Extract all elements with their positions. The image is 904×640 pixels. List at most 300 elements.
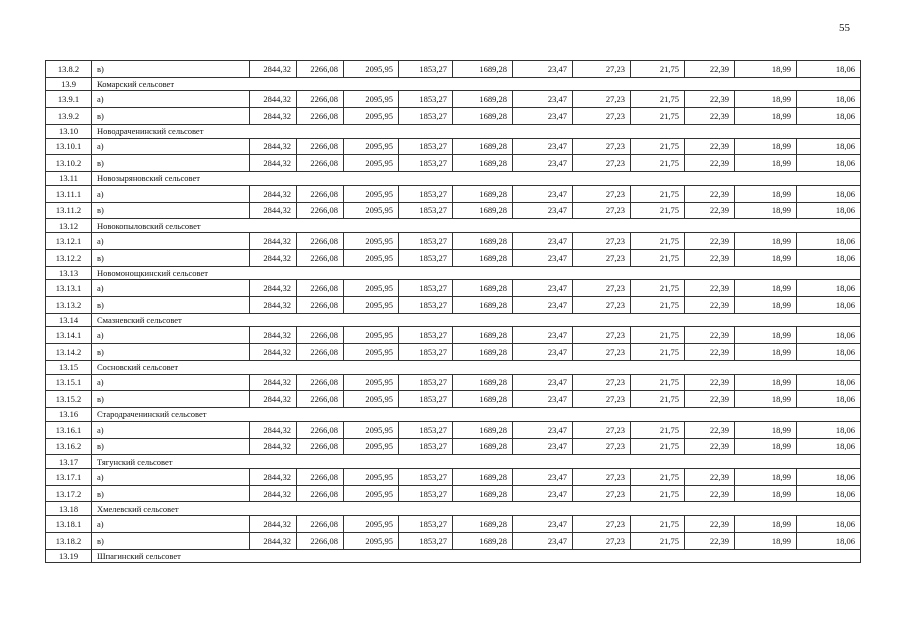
- value-cell: 2266,08: [297, 374, 344, 391]
- value-cell: 22,39: [685, 327, 735, 344]
- value-cell: 2266,08: [297, 421, 344, 438]
- section-heading-row: [46, 549, 861, 563]
- value-cell: 2266,08: [297, 327, 344, 344]
- value-cell: 2095,95: [344, 185, 399, 202]
- table-row: [46, 485, 861, 502]
- value-cell: 18,99: [735, 327, 797, 344]
- value-cell: 2266,08: [297, 516, 344, 533]
- value-cell: 1689,28: [453, 374, 513, 391]
- row-code: 13.16.2: [46, 438, 92, 455]
- value-cell: 21,75: [631, 138, 685, 155]
- value-cell: 22,39: [685, 438, 735, 455]
- value-cell: 1689,28: [453, 516, 513, 533]
- value-cell: 21,75: [631, 532, 685, 549]
- value-cell: 27,23: [573, 296, 631, 313]
- value-cell: 18,06: [797, 344, 861, 361]
- value-cell: 22,39: [685, 202, 735, 219]
- value-cell: 1689,28: [453, 296, 513, 313]
- row-code: 13.9: [46, 77, 92, 91]
- row-label: а): [92, 468, 250, 485]
- value-cell: 18,99: [735, 202, 797, 219]
- value-cell: 2266,08: [297, 485, 344, 502]
- value-cell: 1853,27: [399, 327, 453, 344]
- value-cell: 22,39: [685, 249, 735, 266]
- section-title: Хмелевский сельсовет: [92, 502, 861, 516]
- section-heading-row: [46, 77, 861, 91]
- value-cell: 27,23: [573, 468, 631, 485]
- value-cell: 1853,27: [399, 185, 453, 202]
- value-cell: 2844,32: [250, 344, 297, 361]
- value-cell: 23,47: [513, 374, 573, 391]
- value-cell: 18,06: [797, 532, 861, 549]
- value-cell: 23,47: [513, 61, 573, 78]
- value-cell: 23,47: [513, 296, 573, 313]
- value-cell: 21,75: [631, 421, 685, 438]
- value-cell: 22,39: [685, 232, 735, 249]
- value-cell: 18,06: [797, 516, 861, 533]
- value-cell: 18,06: [797, 485, 861, 502]
- value-cell: 27,23: [573, 532, 631, 549]
- row-code: 13.10.1: [46, 138, 92, 155]
- value-cell: 2095,95: [344, 202, 399, 219]
- table-row: [46, 138, 861, 155]
- section-heading-row: [46, 360, 861, 374]
- row-label: а): [92, 516, 250, 533]
- value-cell: 1853,27: [399, 280, 453, 297]
- value-cell: 22,39: [685, 91, 735, 108]
- table-row: [46, 516, 861, 533]
- row-code: 13.15: [46, 360, 92, 374]
- value-cell: 18,99: [735, 138, 797, 155]
- value-cell: 27,23: [573, 374, 631, 391]
- value-cell: 2095,95: [344, 138, 399, 155]
- value-cell: 27,23: [573, 516, 631, 533]
- value-cell: 22,39: [685, 61, 735, 78]
- value-cell: 21,75: [631, 438, 685, 455]
- value-cell: 1689,28: [453, 249, 513, 266]
- row-code: 13.13.1: [46, 280, 92, 297]
- value-cell: 21,75: [631, 232, 685, 249]
- value-cell: 2095,95: [344, 532, 399, 549]
- value-cell: 27,23: [573, 327, 631, 344]
- table-row: [46, 438, 861, 455]
- value-cell: 22,39: [685, 516, 735, 533]
- value-cell: 18,99: [735, 185, 797, 202]
- row-label: а): [92, 91, 250, 108]
- value-cell: 22,39: [685, 185, 735, 202]
- value-cell: 1689,28: [453, 155, 513, 172]
- table-row: [46, 296, 861, 313]
- value-cell: 2844,32: [250, 91, 297, 108]
- value-cell: 2844,32: [250, 516, 297, 533]
- row-code: 13.13.2: [46, 296, 92, 313]
- value-cell: 2095,95: [344, 485, 399, 502]
- value-cell: 1853,27: [399, 108, 453, 125]
- value-cell: 23,47: [513, 155, 573, 172]
- table-row: [46, 421, 861, 438]
- value-cell: 1689,28: [453, 485, 513, 502]
- row-label: а): [92, 374, 250, 391]
- row-label: а): [92, 280, 250, 297]
- table-row: [46, 532, 861, 549]
- table-row: [46, 232, 861, 249]
- value-cell: 1853,27: [399, 532, 453, 549]
- value-cell: 27,23: [573, 232, 631, 249]
- value-cell: 2266,08: [297, 296, 344, 313]
- section-title: Новокопыловский сельсовет: [92, 219, 861, 233]
- value-cell: 23,47: [513, 232, 573, 249]
- value-cell: 21,75: [631, 91, 685, 108]
- value-cell: 2844,32: [250, 532, 297, 549]
- value-cell: 1853,27: [399, 155, 453, 172]
- value-cell: 23,47: [513, 516, 573, 533]
- row-label: а): [92, 421, 250, 438]
- value-cell: 18,99: [735, 249, 797, 266]
- value-cell: 2844,32: [250, 296, 297, 313]
- table-row: [46, 374, 861, 391]
- value-cell: 23,47: [513, 202, 573, 219]
- value-cell: 2844,32: [250, 280, 297, 297]
- value-cell: 1689,28: [453, 91, 513, 108]
- section-title: Новомонощкинский сельсовет: [92, 266, 861, 280]
- value-cell: 2095,95: [344, 108, 399, 125]
- row-label: в): [92, 344, 250, 361]
- value-cell: 27,23: [573, 280, 631, 297]
- section-heading-row: [46, 172, 861, 186]
- row-label: в): [92, 438, 250, 455]
- value-cell: 22,39: [685, 468, 735, 485]
- value-cell: 2266,08: [297, 202, 344, 219]
- value-cell: 2095,95: [344, 327, 399, 344]
- section-heading-row: [46, 455, 861, 469]
- value-cell: 22,39: [685, 391, 735, 408]
- value-cell: 2844,32: [250, 327, 297, 344]
- value-cell: 1689,28: [453, 327, 513, 344]
- value-cell: 22,39: [685, 108, 735, 125]
- value-cell: 27,23: [573, 421, 631, 438]
- value-cell: 22,39: [685, 138, 735, 155]
- row-label: а): [92, 327, 250, 344]
- value-cell: 18,99: [735, 391, 797, 408]
- row-code: 13.15.1: [46, 374, 92, 391]
- value-cell: 1689,28: [453, 421, 513, 438]
- value-cell: 18,06: [797, 185, 861, 202]
- row-code: 13.16.1: [46, 421, 92, 438]
- value-cell: 18,06: [797, 438, 861, 455]
- value-cell: 2844,32: [250, 391, 297, 408]
- value-cell: 2266,08: [297, 438, 344, 455]
- value-cell: 2095,95: [344, 249, 399, 266]
- section-title: Новодраченинский сельсовет: [92, 124, 861, 138]
- value-cell: 21,75: [631, 516, 685, 533]
- section-heading-row: [46, 266, 861, 280]
- table-row: [46, 249, 861, 266]
- value-cell: 1853,27: [399, 344, 453, 361]
- value-cell: 27,23: [573, 438, 631, 455]
- value-cell: 27,23: [573, 185, 631, 202]
- value-cell: 18,06: [797, 108, 861, 125]
- value-cell: 21,75: [631, 485, 685, 502]
- row-label: в): [92, 485, 250, 502]
- value-cell: 1853,27: [399, 202, 453, 219]
- row-code: 13.11.1: [46, 185, 92, 202]
- value-cell: 18,99: [735, 280, 797, 297]
- table-row: [46, 108, 861, 125]
- value-cell: 2844,32: [250, 155, 297, 172]
- value-cell: 18,99: [735, 516, 797, 533]
- value-cell: 21,75: [631, 202, 685, 219]
- value-cell: 1689,28: [453, 232, 513, 249]
- value-cell: 18,06: [797, 155, 861, 172]
- value-cell: 2095,95: [344, 421, 399, 438]
- value-cell: 27,23: [573, 61, 631, 78]
- value-cell: 18,99: [735, 468, 797, 485]
- table-row: [46, 155, 861, 172]
- value-cell: 23,47: [513, 344, 573, 361]
- value-cell: 2844,32: [250, 108, 297, 125]
- value-cell: 18,99: [735, 485, 797, 502]
- tariff-table: [45, 60, 861, 563]
- section-heading-row: [46, 219, 861, 233]
- value-cell: 23,47: [513, 327, 573, 344]
- value-cell: 23,47: [513, 91, 573, 108]
- value-cell: 21,75: [631, 249, 685, 266]
- value-cell: 2266,08: [297, 138, 344, 155]
- value-cell: 2266,08: [297, 61, 344, 78]
- value-cell: 18,06: [797, 138, 861, 155]
- row-code: 13.17.1: [46, 468, 92, 485]
- value-cell: 18,06: [797, 468, 861, 485]
- value-cell: 18,99: [735, 232, 797, 249]
- row-code: 13.16: [46, 408, 92, 422]
- value-cell: 22,39: [685, 421, 735, 438]
- value-cell: 2844,32: [250, 438, 297, 455]
- value-cell: 23,47: [513, 249, 573, 266]
- value-cell: 2095,95: [344, 516, 399, 533]
- value-cell: 1689,28: [453, 108, 513, 125]
- value-cell: 1853,27: [399, 391, 453, 408]
- row-code: 13.10.2: [46, 155, 92, 172]
- value-cell: 23,47: [513, 438, 573, 455]
- value-cell: 2095,95: [344, 280, 399, 297]
- row-code: 13.14: [46, 313, 92, 327]
- value-cell: 27,23: [573, 138, 631, 155]
- value-cell: 22,39: [685, 532, 735, 549]
- value-cell: 18,06: [797, 280, 861, 297]
- row-code: 13.12.2: [46, 249, 92, 266]
- value-cell: 2266,08: [297, 249, 344, 266]
- value-cell: 27,23: [573, 91, 631, 108]
- value-cell: 2095,95: [344, 374, 399, 391]
- value-cell: 2095,95: [344, 438, 399, 455]
- page-number: 55: [839, 22, 850, 34]
- value-cell: 2095,95: [344, 91, 399, 108]
- row-code: 13.12: [46, 219, 92, 233]
- row-label: в): [92, 249, 250, 266]
- row-label: в): [92, 391, 250, 408]
- row-label: а): [92, 232, 250, 249]
- row-code: 13.19: [46, 549, 92, 563]
- row-code: 13.15.2: [46, 391, 92, 408]
- row-label: в): [92, 202, 250, 219]
- value-cell: 1689,28: [453, 138, 513, 155]
- value-cell: 2844,32: [250, 249, 297, 266]
- value-cell: 1689,28: [453, 280, 513, 297]
- value-cell: 1853,27: [399, 485, 453, 502]
- row-label: в): [92, 61, 250, 78]
- value-cell: 1853,27: [399, 138, 453, 155]
- value-cell: 1853,27: [399, 438, 453, 455]
- value-cell: 23,47: [513, 485, 573, 502]
- value-cell: 1689,28: [453, 185, 513, 202]
- row-code: 13.11.2: [46, 202, 92, 219]
- row-code: 13.18: [46, 502, 92, 516]
- table-row: [46, 202, 861, 219]
- value-cell: 23,47: [513, 280, 573, 297]
- value-cell: 1853,27: [399, 249, 453, 266]
- value-cell: 18,99: [735, 421, 797, 438]
- value-cell: 2095,95: [344, 61, 399, 78]
- value-cell: 22,39: [685, 296, 735, 313]
- value-cell: 2844,32: [250, 485, 297, 502]
- section-title: Новозыряновский сельсовет: [92, 172, 861, 186]
- value-cell: 18,06: [797, 202, 861, 219]
- value-cell: 21,75: [631, 327, 685, 344]
- table-row: [46, 344, 861, 361]
- value-cell: 23,47: [513, 532, 573, 549]
- value-cell: 2266,08: [297, 232, 344, 249]
- row-label: в): [92, 108, 250, 125]
- value-cell: 21,75: [631, 344, 685, 361]
- value-cell: 18,06: [797, 421, 861, 438]
- value-cell: 2844,32: [250, 185, 297, 202]
- value-cell: 21,75: [631, 296, 685, 313]
- value-cell: 2266,08: [297, 185, 344, 202]
- value-cell: 23,47: [513, 108, 573, 125]
- value-cell: 18,06: [797, 391, 861, 408]
- value-cell: 23,47: [513, 391, 573, 408]
- table-row: [46, 327, 861, 344]
- value-cell: 2844,32: [250, 374, 297, 391]
- value-cell: 18,06: [797, 91, 861, 108]
- row-label: в): [92, 155, 250, 172]
- value-cell: 18,99: [735, 532, 797, 549]
- row-label: в): [92, 532, 250, 549]
- value-cell: 27,23: [573, 202, 631, 219]
- table-row: [46, 185, 861, 202]
- value-cell: 2844,32: [250, 232, 297, 249]
- row-code: 13.11: [46, 172, 92, 186]
- value-cell: 2266,08: [297, 108, 344, 125]
- value-cell: 23,47: [513, 185, 573, 202]
- value-cell: 18,99: [735, 374, 797, 391]
- value-cell: 2266,08: [297, 468, 344, 485]
- value-cell: 18,99: [735, 108, 797, 125]
- value-cell: 21,75: [631, 108, 685, 125]
- value-cell: 1853,27: [399, 468, 453, 485]
- value-cell: 27,23: [573, 344, 631, 361]
- value-cell: 27,23: [573, 391, 631, 408]
- value-cell: 1853,27: [399, 61, 453, 78]
- value-cell: 2095,95: [344, 391, 399, 408]
- value-cell: 22,39: [685, 344, 735, 361]
- row-code: 13.13: [46, 266, 92, 280]
- value-cell: 18,06: [797, 249, 861, 266]
- row-code: 13.14.1: [46, 327, 92, 344]
- value-cell: 1853,27: [399, 374, 453, 391]
- table-body: [46, 61, 861, 563]
- value-cell: 1689,28: [453, 61, 513, 78]
- section-heading-row: [46, 313, 861, 327]
- value-cell: 2266,08: [297, 91, 344, 108]
- value-cell: 18,06: [797, 296, 861, 313]
- value-cell: 18,06: [797, 374, 861, 391]
- value-cell: 2095,95: [344, 468, 399, 485]
- value-cell: 18,06: [797, 61, 861, 78]
- table-row: [46, 91, 861, 108]
- row-code: 13.12.1: [46, 232, 92, 249]
- value-cell: 2095,95: [344, 232, 399, 249]
- value-cell: 21,75: [631, 374, 685, 391]
- value-cell: 2844,32: [250, 202, 297, 219]
- value-cell: 2844,32: [250, 61, 297, 78]
- row-code: 13.18.2: [46, 532, 92, 549]
- row-code: 13.10: [46, 124, 92, 138]
- table-row: [46, 391, 861, 408]
- value-cell: 27,23: [573, 249, 631, 266]
- value-cell: 2844,32: [250, 421, 297, 438]
- row-label: а): [92, 138, 250, 155]
- value-cell: 1853,27: [399, 516, 453, 533]
- value-cell: 1853,27: [399, 232, 453, 249]
- section-title: Стародраченинский сельсовет: [92, 408, 861, 422]
- section-title: Тягунский сельсовет: [92, 455, 861, 469]
- value-cell: 1689,28: [453, 391, 513, 408]
- row-code: 13.17: [46, 455, 92, 469]
- value-cell: 22,39: [685, 374, 735, 391]
- value-cell: 1689,28: [453, 468, 513, 485]
- value-cell: 27,23: [573, 108, 631, 125]
- row-code: 13.9.2: [46, 108, 92, 125]
- value-cell: 1689,28: [453, 344, 513, 361]
- row-label: в): [92, 296, 250, 313]
- section-heading-row: [46, 124, 861, 138]
- value-cell: 1689,28: [453, 438, 513, 455]
- value-cell: 1689,28: [453, 532, 513, 549]
- value-cell: 1689,28: [453, 202, 513, 219]
- value-cell: 1853,27: [399, 91, 453, 108]
- value-cell: 22,39: [685, 280, 735, 297]
- section-heading-row: [46, 502, 861, 516]
- value-cell: 18,99: [735, 438, 797, 455]
- value-cell: 18,99: [735, 155, 797, 172]
- section-heading-row: [46, 408, 861, 422]
- value-cell: 21,75: [631, 155, 685, 172]
- row-code: 13.9.1: [46, 91, 92, 108]
- value-cell: 21,75: [631, 468, 685, 485]
- value-cell: 21,75: [631, 280, 685, 297]
- value-cell: 21,75: [631, 185, 685, 202]
- value-cell: 27,23: [573, 485, 631, 502]
- value-cell: 23,47: [513, 468, 573, 485]
- value-cell: 23,47: [513, 421, 573, 438]
- value-cell: 2266,08: [297, 391, 344, 408]
- value-cell: 18,99: [735, 344, 797, 361]
- value-cell: 21,75: [631, 61, 685, 78]
- value-cell: 18,99: [735, 296, 797, 313]
- section-title: Сосновский сельсовет: [92, 360, 861, 374]
- value-cell: 22,39: [685, 485, 735, 502]
